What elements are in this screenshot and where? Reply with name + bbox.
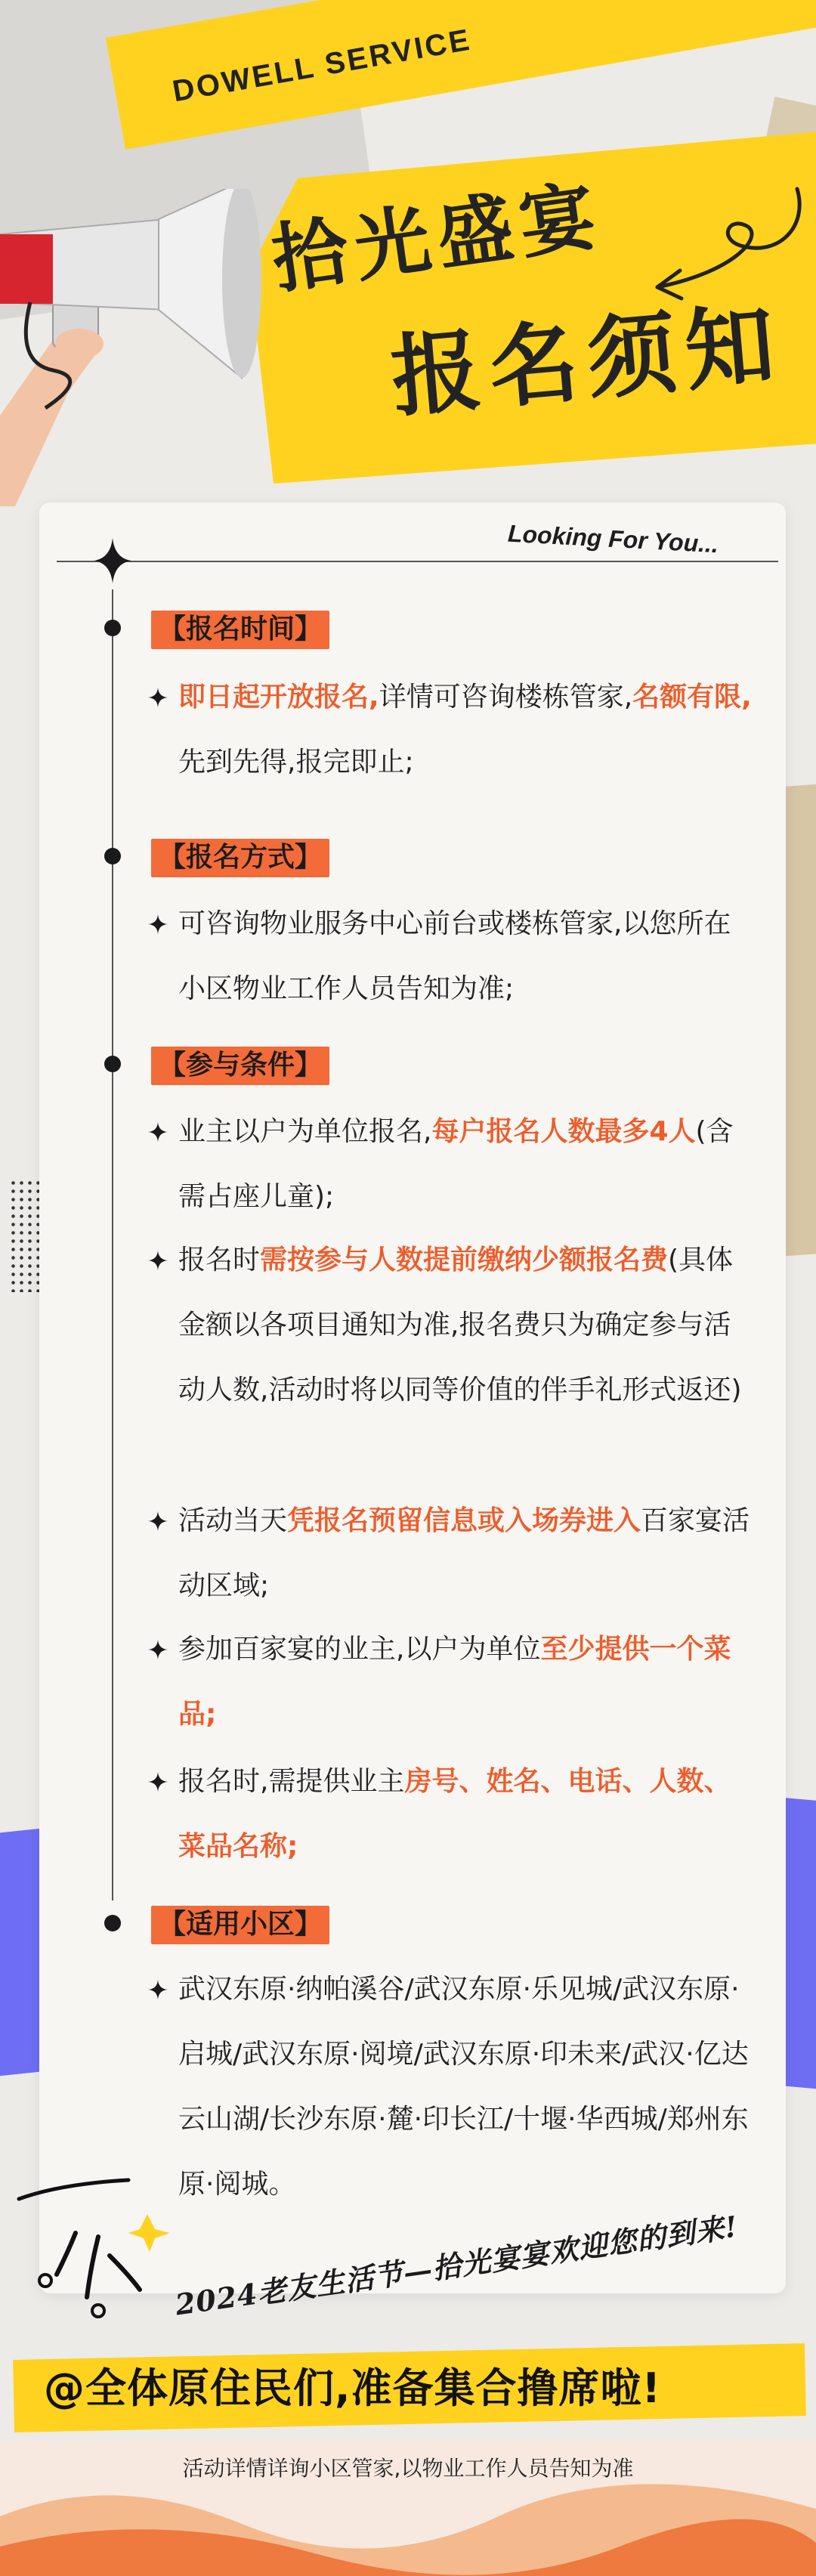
bullet-star-icon [148,914,168,937]
section-heading: 【报名时间】 [151,611,329,649]
body-text: 活动当天 [178,1505,288,1536]
banner-text: @全体原住民们,准备集合撸席啦! [44,2364,662,2412]
timeline-dot [104,1056,121,1072]
bullet-star-icon [148,1511,168,1534]
highlight-text: 至少提供一个菜品; [178,1634,731,1730]
list-item-text [178,892,753,1022]
handwritten-signature: 2024老友生活节—拾光宴宴欢迎您的到来! [173,2209,740,2322]
list-item [148,1489,753,1619]
list-item [148,665,753,795]
body-text: 参加百家宴的业主,以户为单位 [178,1634,541,1665]
brand-text: DOWELL SERVICE [170,23,474,109]
body-text: (具体金额以各项目通知为准,报名费只为确定参与活动人数,活动时将以同等价值的伴手礼形式返还) [178,1245,742,1406]
title-line-1: 拾光盛宴 [267,170,609,305]
tagline: Looking For You... [507,519,719,558]
body-text: 百家宴活动区域; [178,1505,750,1601]
bullet-star-icon [148,688,168,710]
bullet-star-icon [148,1980,168,2002]
highlight-text: 名额有限, [632,682,752,713]
highlight-text: 房号、姓名、电话、人数、菜品名称; [178,1766,731,1862]
section-heading: 【适用小区】 [151,1906,329,1944]
highlight-text: 即日起开放报名, [178,682,379,713]
title-line-2: 报名须知 [387,291,788,430]
bullet-star-icon [148,1640,168,1662]
list-item-text [178,1749,753,1879]
list-item-text [178,1099,753,1229]
bullet-star-icon [148,1772,168,1795]
list-item-text [178,1617,753,1747]
body-text: 业主以户为单位报名, [178,1116,432,1147]
body-text: 报名时 [178,1245,261,1276]
list-item [148,1099,753,1229]
section-heading: 【参与条件】 [151,1047,329,1085]
megaphone-icon [0,189,272,537]
burst-doodle-icon [15,2176,181,2350]
bullet-star-icon [148,1122,168,1145]
body-text: 可咨询物业服务中心前台或楼栋管家,以您所在小区物业工作人员告知为准; [178,908,731,1004]
list-item-text [178,1228,753,1423]
list-item [148,892,753,1022]
swirl-arrow-icon [627,174,816,310]
body-text: 武汉东原·纳帕溪谷/武汉东原·乐见城/武汉东原·启城/武汉东原·阅境/武汉东原·印未来/武汉·亿达云山湖/长沙东原·麓·印长江/十堰·华西城/郑州东原·阅城。 [178,1974,749,2200]
timeline-dot [104,1915,121,1931]
body-text: 先到先得,报完即止; [178,747,414,778]
list-item [148,1749,753,1879]
sparkle-icon [94,538,131,583]
list-item-text [178,665,753,795]
timeline-line [112,589,113,1900]
highlight-text: 凭报名预留信息或入场券进入 [287,1505,641,1536]
list-item [148,1957,753,2217]
section-heading: 【报名方式】 [151,839,329,877]
list-item [148,1228,753,1423]
highlight-text: 需按参与人数提前缴纳少额报名费 [260,1245,669,1276]
highlight-text: 每户报名人数最多4人 [431,1116,696,1147]
body-text: 详情可咨询楼栋管家, [379,682,633,713]
list-item-text [178,1957,753,2217]
list-item-text [178,1489,753,1619]
footer-note: 活动详情详询小区管家,以物业工作人员告知为准 [182,2456,634,2481]
body-text: (含需占座儿童); [178,1116,734,1212]
bullet-star-icon [148,1251,168,1273]
list-item [148,1617,753,1747]
timeline-dot [104,848,121,864]
body-text: 报名时,需提供业主 [178,1766,405,1797]
divider [57,561,778,562]
timeline-dot [104,620,121,636]
